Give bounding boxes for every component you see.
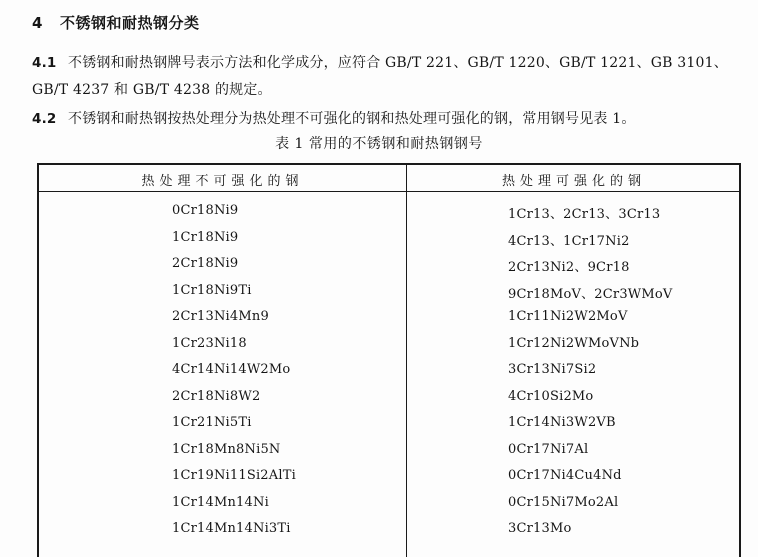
table-cell: 9Cr18MoV、2Cr3WMoV (508, 286, 673, 302)
table-cell: 1Cr18Ni9 (172, 229, 239, 245)
section-title: 不锈钢和耐热钢分类 (60, 14, 200, 32)
table-cell: 1Cr14Ni3W2VB (508, 415, 616, 430)
paragraph-4-1 (32, 52, 728, 72)
table-cell: 2Cr18Ni8W2 (172, 388, 261, 404)
section-heading (32, 12, 200, 33)
table-cell: 1Cr13、2Cr13、3Cr13 (508, 207, 661, 222)
table-cell: 2Cr13Ni4Mn9 (172, 309, 269, 324)
column-header-hardenable: 热处理可强化的钢 (501, 174, 646, 189)
table-cell: 4Cr14Ni14W2Mo (172, 362, 291, 377)
paragraph-text: GB/T 4237 和 GB/T 4238 的规定。 (32, 82, 272, 98)
header-divider (39, 191, 739, 192)
paragraph-number: 4.1 (32, 55, 57, 71)
table-cell: 1Cr23Ni18 (172, 335, 247, 351)
table-cell: 3Cr13Mo (508, 521, 572, 536)
steel-grade-table (37, 163, 741, 557)
table-cell: 4Cr10Si2Mo (508, 388, 594, 404)
table-caption: 表 1 常用的不锈钢和耐热钢钢号 (275, 136, 483, 152)
paragraph-text: 不锈钢和耐热钢按热处理分为热处理不可强化的钢和热处理可强化的钢，常用钢号见表 1。 (68, 111, 636, 127)
section-number: 4 (32, 14, 43, 32)
paragraph-number: 4.2 (32, 111, 57, 127)
table-cell: 1Cr14Mn14Ni (172, 494, 269, 510)
table-cell: 2Cr18Ni9 (172, 256, 239, 271)
table-cell: 1Cr19Ni11Si2AlTi (172, 468, 296, 483)
column-header-non-hardenable: 热处理不可强化的钢 (141, 174, 304, 189)
table-cell: 0Cr17Ni4Cu4Nd (508, 468, 622, 483)
table-cell: 1Cr18Ni9Ti (172, 282, 252, 298)
table-cell: 1Cr21Ni5Ti (172, 415, 252, 430)
table-cell: 1Cr18Mn8Ni5N (172, 441, 281, 457)
table-cell: 1Cr11Ni2W2MoV (508, 309, 628, 324)
paragraph-4-2 (32, 108, 636, 128)
table-cell: 0Cr18Ni9 (172, 203, 239, 218)
table-cell: 0Cr15Ni7Mo2Al (508, 494, 619, 510)
table-cell: 4Cr13、1Cr17Ni2 (508, 233, 630, 249)
table-cell: 0Cr17Ni7Al (508, 441, 589, 457)
paragraph-text: 不锈钢和耐热钢牌号表示方法和化学成分，应符合 GB/T 221、GB/T 1220、GB/T 1221、GB 3101、 (68, 55, 728, 71)
table-cell: 1Cr12Ni2WMoVNb (508, 335, 640, 351)
table-cell: 3Cr13Ni7Si2 (508, 362, 597, 377)
column-divider (406, 165, 407, 557)
table-cell: 2Cr13Ni2、9Cr18 (508, 260, 630, 275)
non-hardenable-steel-list (172, 203, 296, 548)
table-cell: 1Cr14Mn14Ni3Ti (172, 521, 291, 536)
hardenable-steel-list (508, 203, 673, 548)
paragraph-4-1-continuation (32, 79, 272, 99)
